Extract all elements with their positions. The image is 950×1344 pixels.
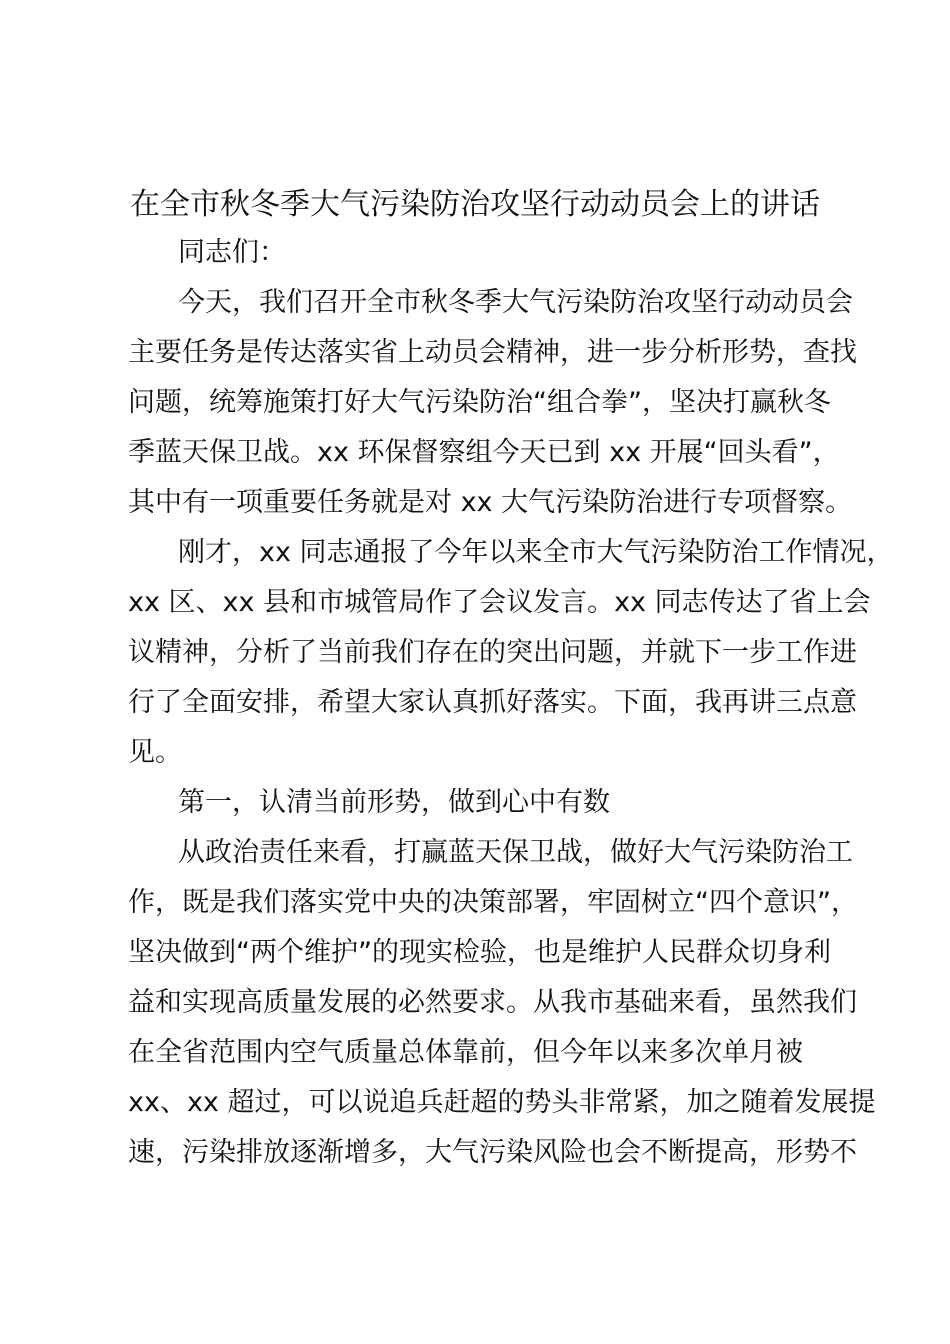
paragraph-line: 坚决做到“两个维护”的现实检验，也是维护人民群众切身利 — [128, 937, 831, 968]
salutation: 同志们： — [178, 237, 286, 268]
paragraph-line: 益和实现高质量发展的必然要求。从我市基础来看，虽然我们 — [128, 987, 857, 1018]
paragraph-line: 问题，统筹施策打好大气污染防治“组合拳”，坚决打赢秋冬 — [128, 387, 831, 418]
section-heading: 第一，认清当前形势，做到心中有数 — [178, 787, 610, 818]
document-title: 在全市秋冬季大气污染防治攻坚行动动员会上的讲话 — [130, 187, 820, 222]
paragraph-line: 主要任务是传达落实省上动员会精神，进一步分析形势，查找 — [128, 337, 857, 368]
paragraph-line: 作，既是我们落实党中央的决策部署，牢固树立“四个意识”， — [128, 887, 858, 918]
paragraph-line: 季蓝天保卫战。xx 环保督察组今天已到 xx 开展“回头看”， — [128, 437, 840, 468]
paragraph-line: 从政治责任来看，打赢蓝天保卫战，做好大气污染防治工 — [178, 837, 853, 868]
paragraph-line: xx 区、xx 县和市城管局作了会议发言。xx 同志传达了省上会 — [128, 587, 871, 618]
paragraph-line: 今天，我们召开全市秋冬季大气污染防治攻坚行动动员会 — [178, 287, 853, 318]
paragraph-line: xx、xx 超过，可以说追兵赶超的势头非常紧，加之随着发展提 — [128, 1087, 876, 1118]
paragraph-line: 刚才，xx 同志通报了今年以来全市大气污染防治工作情况， — [178, 537, 894, 568]
paragraph-line: 见。 — [128, 737, 182, 768]
paragraph-line: 行了全面安排，希望大家认真抓好落实。下面，我再讲三点意 — [128, 687, 857, 718]
paragraph-line: 在全省范围内空气质量总体靠前，但今年以来多次单月被 — [128, 1037, 803, 1068]
paragraph-line: 其中有一项重要任务就是对 xx 大气污染防治进行专项督察。 — [128, 487, 853, 518]
paragraph-line: 议精神，分析了当前我们存在的突出问题，并就下一步工作进 — [128, 637, 857, 668]
paragraph-line: 速，污染排放逐渐增多，大气污染风险也会不断提高，形势不 — [128, 1137, 857, 1168]
